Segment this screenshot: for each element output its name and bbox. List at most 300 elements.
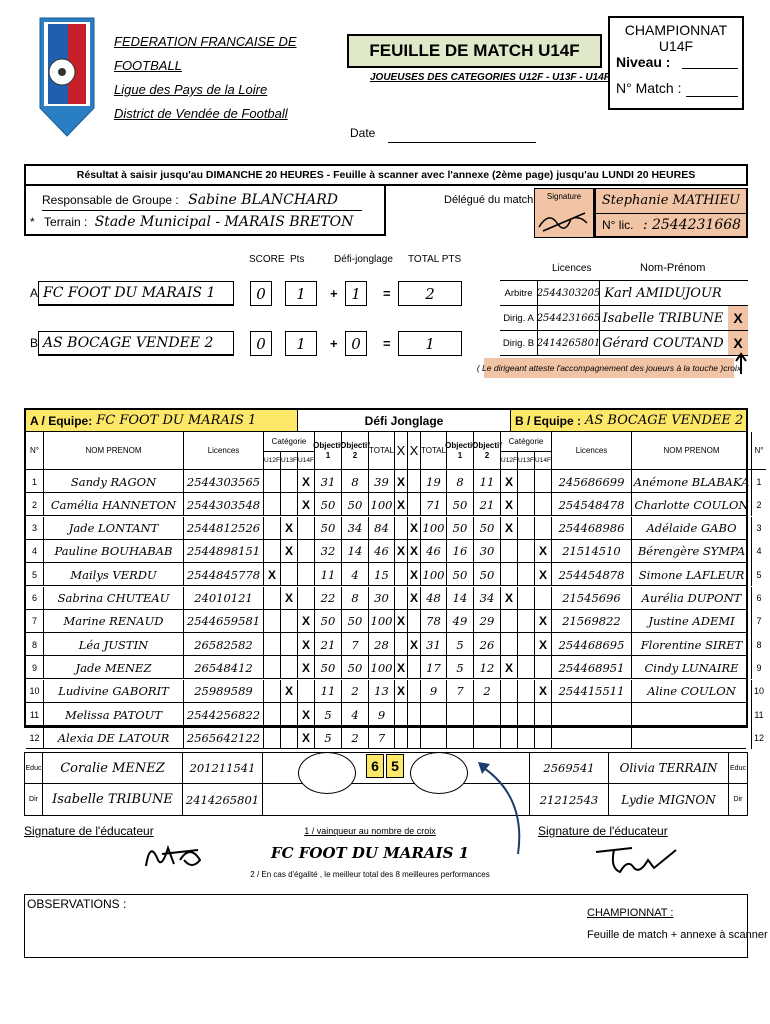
- player-b-objectif1[interactable]: 16: [447, 540, 474, 563]
- player-number-a: 3: [26, 517, 44, 540]
- player-b-name: Simone LAFLEUR: [632, 563, 752, 586]
- player-b-category-0[interactable]: [501, 610, 518, 633]
- player-a-category-2[interactable]: X: [298, 633, 315, 656]
- player-a-category-1[interactable]: [281, 703, 298, 726]
- player-b-objectif2[interactable]: 50: [474, 563, 501, 586]
- player-a-category-0[interactable]: [264, 540, 281, 563]
- player-b-category-0[interactable]: [501, 633, 518, 656]
- player-number-a: 5: [26, 563, 44, 586]
- player-a-category-1[interactable]: [281, 493, 298, 516]
- player-b-cross[interactable]: X: [408, 587, 421, 610]
- player-a-category-1[interactable]: X: [281, 680, 298, 703]
- table-row: [26, 610, 762, 633]
- player-a-objectif1[interactable]: 21: [315, 633, 342, 656]
- header-nom-b: NOM PRENOM: [632, 432, 752, 470]
- player-a-category-2[interactable]: X: [298, 470, 315, 493]
- delegue-label: Délégué du match: [444, 194, 534, 206]
- observations-box[interactable]: [24, 894, 768, 958]
- vainqueur-note: 1 / vainqueur au nombre de croix: [304, 826, 436, 836]
- player-b-licence: 254468986: [552, 517, 632, 540]
- player-a-licence: 25989589: [184, 680, 264, 703]
- player-b-cross[interactable]: [408, 610, 421, 633]
- team-a-plus: +: [330, 286, 338, 301]
- player-a-objectif2[interactable]: 8: [342, 587, 369, 610]
- player-b-total: [421, 726, 447, 749]
- defi-header: Défi-jonglage: [334, 254, 393, 265]
- player-a-category-1[interactable]: X: [281, 587, 298, 610]
- player-a-licence: 2544303565: [184, 470, 264, 493]
- header-cat-b-0: U12F: [501, 452, 518, 470]
- signature-label: Signature: [546, 192, 582, 201]
- player-b-objectif2[interactable]: 12: [474, 656, 501, 679]
- player-b-cross[interactable]: [408, 493, 421, 516]
- player-a-objectif2[interactable]: 50: [342, 610, 369, 633]
- player-b-objectif2[interactable]: [474, 726, 501, 749]
- player-b-cross[interactable]: X: [408, 540, 421, 563]
- defi-jonglage-title: Défi Jonglage: [298, 410, 510, 432]
- player-b-cross[interactable]: X: [408, 517, 421, 540]
- header-organization: [114, 30, 344, 126]
- player-b-category-2[interactable]: X: [535, 610, 552, 633]
- niveau-field[interactable]: [682, 68, 738, 69]
- player-number-a: 8: [26, 633, 44, 656]
- match-number-field[interactable]: [686, 96, 738, 97]
- player-b-category-0[interactable]: X: [501, 493, 518, 516]
- table-row: [26, 726, 764, 749]
- official-mark: X: [728, 331, 748, 355]
- official-row: [500, 331, 748, 356]
- player-b-cross[interactable]: [408, 703, 421, 726]
- player-b-cross[interactable]: [408, 726, 421, 749]
- player-a-total: 84: [369, 517, 395, 540]
- player-a-objectif1[interactable]: 32: [315, 540, 342, 563]
- player-a-total: 100: [369, 493, 395, 516]
- player-b-total: 71: [421, 493, 447, 516]
- cross-count-b: 5: [386, 754, 404, 778]
- player-b-category-1[interactable]: [518, 493, 535, 516]
- player-b-category-1[interactable]: [518, 540, 535, 563]
- dir-a-name: Isabelle TRIBUNE: [43, 784, 183, 815]
- winner-name: FC FOOT DU MARAIS 1: [270, 844, 470, 862]
- responsable-name: Sabine BLANCHARD: [188, 192, 338, 208]
- player-a-objectif2[interactable]: 14: [342, 540, 369, 563]
- player-number-a: 1: [26, 470, 44, 493]
- player-a-category-1[interactable]: X: [281, 517, 298, 540]
- player-number-b: 5: [756, 569, 762, 580]
- player-b-category-2[interactable]: X: [535, 680, 552, 703]
- team-b-total[interactable]: 1: [398, 331, 462, 356]
- player-number-a: 10: [26, 680, 44, 703]
- header-categorie-a: Catégorie: [264, 432, 315, 452]
- cross-count-a: 6: [366, 754, 384, 778]
- player-a-name: Melissa PATOUT: [44, 703, 184, 726]
- federation-name: FEDERATION FRANCAISE DE FOOTBALL: [114, 34, 297, 73]
- player-b-name: [632, 703, 752, 726]
- player-b-objectif2[interactable]: 11: [474, 470, 501, 493]
- delegue-info-box: [594, 188, 748, 238]
- team-a-table-header: [26, 410, 298, 432]
- header-licences-a: Licences: [184, 432, 264, 470]
- player-a-objectif1[interactable]: 5: [315, 726, 342, 749]
- player-a-category-2[interactable]: [298, 563, 315, 586]
- player-b-name: Cindy LUNAIRE: [632, 656, 752, 679]
- officials-table: [500, 280, 748, 355]
- terrain-star: *: [30, 215, 35, 229]
- player-a-objectif2[interactable]: 2: [342, 726, 369, 749]
- district-logo: [38, 16, 96, 138]
- player-b-licence: 245686699: [552, 470, 632, 493]
- player-a-cross[interactable]: X: [395, 540, 408, 563]
- curved-arrow-icon: [470, 758, 530, 858]
- dir-label-a: Dir: [25, 784, 43, 815]
- official-name: Gérard COUTAND: [602, 335, 724, 351]
- player-a-total: 100: [369, 610, 395, 633]
- player-b-objectif2[interactable]: [474, 703, 501, 726]
- header-cat-b-1: U13F: [518, 452, 535, 470]
- team-b-score[interactable]: 0: [250, 331, 272, 356]
- player-a-cross[interactable]: [395, 703, 408, 726]
- winner-oval-a[interactable]: [298, 752, 356, 794]
- player-b-category-1[interactable]: [518, 726, 535, 749]
- team-a-table-name: FC FOOT DU MARAIS 1: [96, 413, 257, 428]
- player-a-objectif1[interactable]: 50: [315, 610, 342, 633]
- player-b-category-0[interactable]: X: [501, 470, 518, 493]
- player-b-category-0[interactable]: X: [501, 517, 518, 540]
- player-b-objectif2[interactable]: 26: [474, 633, 501, 656]
- niveau-label: Niveau :: [616, 54, 671, 70]
- player-a-licence: 2544303548: [184, 493, 264, 516]
- team-b-table-label: B / Equipe :: [515, 413, 581, 428]
- player-a-category-2[interactable]: X: [298, 726, 315, 749]
- header-objectif1-b: Objectif 1: [447, 432, 474, 470]
- player-number-b: 8: [756, 639, 762, 650]
- player-a-category-2[interactable]: [298, 540, 315, 563]
- player-a-category-2[interactable]: X: [298, 493, 315, 516]
- winner-oval-b[interactable]: [410, 752, 468, 794]
- player-a-cross[interactable]: X: [395, 680, 408, 703]
- player-b-objectif1[interactable]: 5: [447, 633, 474, 656]
- header-cat-a-0: U12F: [264, 452, 281, 470]
- player-a-category-0[interactable]: [264, 703, 281, 726]
- player-b-category-0[interactable]: X: [501, 656, 518, 679]
- player-b-licence: 254415511: [552, 680, 632, 703]
- player-a-cross[interactable]: [395, 587, 408, 610]
- player-a-category-2[interactable]: X: [298, 703, 315, 726]
- header-num-a: N°: [26, 432, 44, 470]
- table-row: [26, 540, 762, 563]
- player-a-objectif1[interactable]: 31: [315, 470, 342, 493]
- header-total-b: TOTAL: [421, 432, 447, 470]
- officials-nom-header: Nom-Prénom: [640, 262, 706, 274]
- educ-label-a: Educ: [25, 753, 43, 783]
- player-a-objectif1[interactable]: 22: [315, 587, 342, 610]
- player-b-objectif2[interactable]: 21: [474, 493, 501, 516]
- responsable-label: Responsable de Groupe :: [42, 193, 179, 207]
- championnat-title: CHAMPIONNAT U14F: [624, 22, 728, 54]
- lic-value: : 2544231668: [642, 217, 742, 233]
- player-b-category-1[interactable]: [518, 470, 535, 493]
- team-b-defi[interactable]: 0: [345, 331, 367, 356]
- player-b-objectif1[interactable]: 50: [447, 493, 474, 516]
- player-b-cross[interactable]: [408, 470, 421, 493]
- table-row: [26, 633, 762, 656]
- player-a-category-1[interactable]: [281, 656, 298, 679]
- player-b-objectif1[interactable]: 50: [447, 563, 474, 586]
- player-a-total: 46: [369, 540, 395, 563]
- player-b-name: Bérengère SYMPA: [632, 540, 752, 563]
- player-a-objectif2[interactable]: 50: [342, 656, 369, 679]
- player-b-category-2[interactable]: [535, 656, 552, 679]
- player-a-objectif2[interactable]: 34: [342, 517, 369, 540]
- table-row: [26, 493, 762, 516]
- player-b-category-2[interactable]: [535, 587, 552, 610]
- dir-label-b: Dir: [733, 796, 743, 803]
- player-b-category-1[interactable]: [518, 703, 535, 726]
- player-a-licence: 24010121: [184, 587, 264, 610]
- player-b-category-2[interactable]: [535, 726, 552, 749]
- player-b-objectif2[interactable]: 34: [474, 587, 501, 610]
- player-a-licence: 2544659581: [184, 610, 264, 633]
- player-b-name: Aurélia DUPONT: [632, 587, 752, 610]
- team-b-table-name: AS BOCAGE VENDEE 2: [585, 413, 744, 428]
- championnat-label: CHAMPIONNAT :: [587, 907, 674, 919]
- player-b-cross[interactable]: [408, 680, 421, 703]
- player-a-category-0[interactable]: [264, 517, 281, 540]
- player-a-category-2[interactable]: [298, 587, 315, 610]
- team-b-letter: B: [30, 336, 39, 350]
- player-b-objectif2[interactable]: 30: [474, 540, 501, 563]
- player-number-a: 2: [26, 493, 44, 516]
- official-licence: 2544303205: [538, 281, 600, 305]
- player-b-category-0[interactable]: [501, 726, 518, 749]
- player-a-objectif2[interactable]: 4: [342, 563, 369, 586]
- player-b-total: 46: [421, 540, 447, 563]
- player-a-category-1[interactable]: [281, 610, 298, 633]
- header-objectif1-a: Objectif 1: [315, 432, 342, 470]
- player-b-category-1[interactable]: [518, 610, 535, 633]
- player-a-name: Marine RENAUD: [44, 610, 184, 633]
- player-b-licence: 254468695: [552, 633, 632, 656]
- player-a-objectif2[interactable]: 4: [342, 703, 369, 726]
- player-a-objectif2[interactable]: 2: [342, 680, 369, 703]
- officials-licences-header: Licences: [552, 263, 592, 274]
- egalite-note: 2 / En cas d'égalité , le meilleur total des 8 meilleures performances: [250, 870, 490, 879]
- player-a-category-0[interactable]: [264, 587, 281, 610]
- date-label: Date: [350, 126, 376, 140]
- player-b-cross[interactable]: [408, 656, 421, 679]
- player-a-category-0[interactable]: X: [264, 563, 281, 586]
- player-number-b: 12: [753, 732, 764, 743]
- player-a-cross[interactable]: X: [395, 656, 408, 679]
- player-b-total: [421, 703, 447, 726]
- player-b-total: 9: [421, 680, 447, 703]
- player-a-category-0[interactable]: [264, 656, 281, 679]
- player-b-category-1[interactable]: [518, 563, 535, 586]
- player-b-category-2[interactable]: X: [535, 563, 552, 586]
- player-a-name: Camélia HANNETON: [44, 493, 184, 516]
- educ-b-name: Olivia TERRAIN: [609, 753, 729, 783]
- player-b-category-1[interactable]: [518, 633, 535, 656]
- player-b-cross[interactable]: X: [408, 633, 421, 656]
- player-b-licence: 21545696: [552, 587, 632, 610]
- player-a-name: Ludivine GABORIT: [44, 680, 184, 703]
- player-b-category-2[interactable]: [535, 703, 552, 726]
- player-a-cross[interactable]: X: [395, 470, 408, 493]
- team-a-name: FC FOOT DU MARAIS 1: [38, 281, 234, 306]
- player-b-category-1[interactable]: [518, 680, 535, 703]
- team-a-defi[interactable]: 1: [345, 281, 367, 306]
- player-a-cross[interactable]: [395, 633, 408, 656]
- player-a-category-0[interactable]: [264, 493, 281, 516]
- player-b-category-0[interactable]: [501, 540, 518, 563]
- player-b-objectif1[interactable]: 5: [447, 656, 474, 679]
- player-b-category-0[interactable]: X: [501, 587, 518, 610]
- player-a-category-1[interactable]: [281, 563, 298, 586]
- player-a-licence: 2544845778: [184, 563, 264, 586]
- player-a-objectif1[interactable]: 11: [315, 680, 342, 703]
- player-b-name: Adélaide GABO: [632, 517, 752, 540]
- total-pts-header: TOTAL PTS: [408, 254, 462, 265]
- table-row: [26, 517, 762, 540]
- player-b-objectif1[interactable]: 50: [447, 517, 474, 540]
- player-b-category-2[interactable]: X: [535, 633, 552, 656]
- player-a-category-1[interactable]: [281, 470, 298, 493]
- feuille-note: Feuille de match + annexe à scanner: [587, 929, 768, 941]
- responsable-box: [24, 186, 386, 236]
- player-a-category-0[interactable]: [264, 726, 281, 749]
- player-b-category-2[interactable]: [535, 517, 552, 540]
- player-b-objectif1[interactable]: [447, 726, 474, 749]
- educator-signature-right: [592, 838, 682, 878]
- delegue-signature: [535, 205, 593, 235]
- player-number-b: 2: [756, 499, 762, 510]
- player-a-category-1[interactable]: [281, 633, 298, 656]
- player-a-cross[interactable]: X: [395, 610, 408, 633]
- player-a-objectif1[interactable]: 5: [315, 703, 342, 726]
- player-number-b: 3: [756, 523, 762, 534]
- player-b-objectif1[interactable]: 49: [447, 610, 474, 633]
- player-a-total: 30: [369, 587, 395, 610]
- score-header: SCORE: [249, 254, 285, 265]
- player-b-name: Florentine SIRET: [632, 633, 752, 656]
- players-table: [24, 408, 764, 745]
- player-b-licence: 21569822: [552, 610, 632, 633]
- header-x-a: X: [395, 432, 408, 470]
- player-b-objectif1[interactable]: 8: [447, 470, 474, 493]
- team-a-score[interactable]: 0: [250, 281, 272, 306]
- player-b-objectif2[interactable]: 2: [474, 680, 501, 703]
- officials-note: ( Le dirigeant atteste l'accompagnement des joueurs à la touche )croix: [484, 358, 734, 378]
- educ-b-licence: 2569541: [529, 753, 609, 783]
- player-a-objectif1[interactable]: 50: [315, 656, 342, 679]
- player-a-category-0[interactable]: [264, 470, 281, 493]
- player-a-objectif2[interactable]: 7: [342, 633, 369, 656]
- player-a-objectif1[interactable]: 50: [315, 517, 342, 540]
- player-b-licence: 254454878: [552, 563, 632, 586]
- player-a-objectif2[interactable]: 8: [342, 470, 369, 493]
- player-a-cross[interactable]: [395, 517, 408, 540]
- player-a-total: 9: [369, 703, 395, 726]
- player-a-cross[interactable]: X: [395, 493, 408, 516]
- player-a-category-2[interactable]: [298, 680, 315, 703]
- date-field[interactable]: [388, 142, 536, 143]
- team-a-total[interactable]: 2: [398, 281, 462, 306]
- table-row: [26, 703, 764, 726]
- player-a-category-1[interactable]: X: [281, 540, 298, 563]
- player-b-category-2[interactable]: [535, 493, 552, 516]
- player-number-a: 11: [26, 703, 44, 726]
- player-b-objectif1[interactable]: 7: [447, 680, 474, 703]
- player-b-name: Justine ADEMI: [632, 610, 752, 633]
- header-objectif2-b: Objectif 2: [474, 432, 501, 470]
- player-b-category-1[interactable]: [518, 656, 535, 679]
- player-a-name: Pauline BOUHABAB: [44, 540, 184, 563]
- player-b-total: 48: [421, 587, 447, 610]
- player-b-category-2[interactable]: [535, 470, 552, 493]
- table-row: [26, 680, 764, 703]
- player-b-objectif1[interactable]: 14: [447, 587, 474, 610]
- player-b-category-1[interactable]: [518, 587, 535, 610]
- player-a-category-2[interactable]: [298, 517, 315, 540]
- table-row: [26, 656, 762, 679]
- player-a-total: 28: [369, 633, 395, 656]
- player-b-licence: 254548478: [552, 493, 632, 516]
- signature-right-label: Signature de l'éducateur: [538, 824, 668, 838]
- player-a-objectif2[interactable]: 50: [342, 493, 369, 516]
- team-b-table-header: [510, 410, 746, 432]
- player-b-objectif1[interactable]: [447, 703, 474, 726]
- table-row: [26, 470, 762, 493]
- player-b-category-1[interactable]: [518, 517, 535, 540]
- lic-label: N° lic.: [602, 218, 634, 232]
- player-a-objectif1[interactable]: 50: [315, 493, 342, 516]
- team-a-pts[interactable]: 1: [285, 281, 317, 306]
- header-total-a: TOTAL: [369, 432, 395, 470]
- player-b-objectif2[interactable]: 29: [474, 610, 501, 633]
- player-a-category-0[interactable]: [264, 680, 281, 703]
- team-a-letter: A: [30, 286, 39, 300]
- educ-a-licence: 201211541: [183, 753, 263, 783]
- team-b-pts[interactable]: 1: [285, 331, 317, 356]
- player-b-objectif2[interactable]: 50: [474, 517, 501, 540]
- player-a-cross[interactable]: [395, 726, 408, 749]
- player-b-category-0[interactable]: [501, 703, 518, 726]
- player-a-cross[interactable]: [395, 563, 408, 586]
- player-a-category-0[interactable]: [264, 633, 281, 656]
- player-a-category-2[interactable]: X: [298, 656, 315, 679]
- player-number-b: 10: [753, 686, 764, 697]
- player-a-objectif1[interactable]: 11: [315, 563, 342, 586]
- player-b-category-2[interactable]: X: [535, 540, 552, 563]
- player-number-a: 6: [26, 587, 44, 610]
- player-b-category-0[interactable]: [501, 563, 518, 586]
- table-row: [26, 563, 762, 586]
- player-a-licence: 2544898151: [184, 540, 264, 563]
- player-a-category-0[interactable]: [264, 610, 281, 633]
- player-number-a: 9: [26, 656, 44, 679]
- player-a-category-1[interactable]: [281, 726, 298, 749]
- player-a-name: Alexia DE LATOUR: [44, 726, 184, 749]
- player-a-category-2[interactable]: X: [298, 610, 315, 633]
- player-b-licence: 254468951: [552, 656, 632, 679]
- player-b-total: 17: [421, 656, 447, 679]
- player-b-total: 100: [421, 517, 447, 540]
- player-b-category-0[interactable]: [501, 680, 518, 703]
- educator-signature-left: [140, 830, 210, 874]
- championnat-box: [608, 16, 744, 110]
- player-b-cross[interactable]: X: [408, 563, 421, 586]
- dir-a-licence: 2414265801: [183, 784, 263, 815]
